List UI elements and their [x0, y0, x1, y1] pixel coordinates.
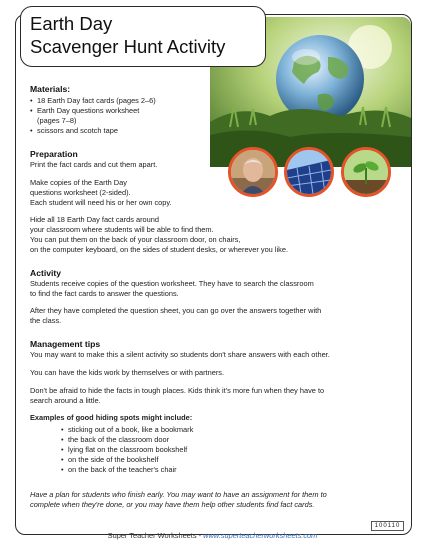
- page-title-line-1: Earth Day: [30, 13, 113, 34]
- closing-note: complete when they're done, or you may have them help other students find fact cards.: [30, 500, 315, 509]
- scientist-photo: [228, 147, 278, 197]
- preparation-text: your classroom where students will be able to find them.: [30, 225, 214, 234]
- solar-panels-photo: [284, 147, 334, 197]
- preparation-text: Hide all 18 Earth Day fact cards around: [30, 215, 159, 224]
- footer: [0, 531, 425, 540]
- tips-text: search around a little.: [30, 396, 101, 405]
- hiding-spot-item: • on the back of the teacher's chair: [61, 465, 177, 475]
- materials-heading: Materials:: [30, 84, 71, 94]
- preparation-text: Each student will need his or her own copy.: [30, 198, 172, 207]
- preparation-text: Make copies of the Earth Day: [30, 178, 127, 187]
- preparation-text: You can put them on the back of your classroom door, on chairs,: [30, 235, 241, 244]
- hiding-spot-item: • sticking out of a book, like a bookmark: [61, 425, 193, 435]
- materials-item-continuation: (pages 7–8): [37, 116, 77, 125]
- tips-text: Don't be afraid to hide the facts in tough places. Kids think it's more fun when they have to: [30, 386, 325, 395]
- closing-note: Have a plan for students who finish early. You may want to have an assignment for them to: [30, 490, 327, 499]
- hiding-spot-item: • on the side of the bookshelf: [61, 455, 158, 465]
- preparation-heading: Preparation: [30, 149, 78, 159]
- plant-photo: [341, 147, 391, 197]
- materials-item: • Earth Day questions worksheet: [30, 106, 139, 116]
- footer-label: Super Teacher Worksheets -: [107, 531, 204, 540]
- title-box: [20, 6, 266, 67]
- footer-link[interactable]: www.superteacherworksheets.com: [203, 531, 318, 540]
- preparation-text: Print the fact cards and cut them apart.: [30, 160, 158, 169]
- tips-text: You can have the kids work by themselves or with partners.: [30, 368, 225, 377]
- examples-heading: Examples of good hiding spots might include:: [30, 413, 193, 422]
- activity-text: to find the fact cards to answer the questions.: [30, 289, 179, 298]
- page-title-line-2: Scavenger Hunt Activity: [30, 36, 226, 57]
- activity-text: the class.: [30, 316, 62, 325]
- activity-text: After they have completed the question sheet, you can go over the answers together with: [30, 306, 322, 315]
- tips-text: You may want to make this a silent activity so students don't share answers with each other.: [30, 350, 330, 359]
- materials-item: • 18 Earth Day fact cards (pages 2–6): [30, 96, 156, 106]
- worksheet-code: 100110: [371, 521, 404, 531]
- hiding-spot-item: • the back of the classroom door: [61, 435, 169, 445]
- hiding-spot-item: • lying flat on the classroom bookshelf: [61, 445, 187, 455]
- activity-heading: Activity: [30, 268, 62, 278]
- activity-text: Students receive copies of the question worksheet. They have to search the classroom: [30, 279, 314, 288]
- tips-heading: Management tips: [30, 339, 101, 349]
- materials-item: • scissors and scotch tape: [30, 126, 118, 136]
- preparation-text: questions worksheet (2-sided).: [30, 188, 131, 197]
- preparation-text: on the computer keyboard, on the sides of student desks, or wherever you like.: [30, 245, 288, 254]
